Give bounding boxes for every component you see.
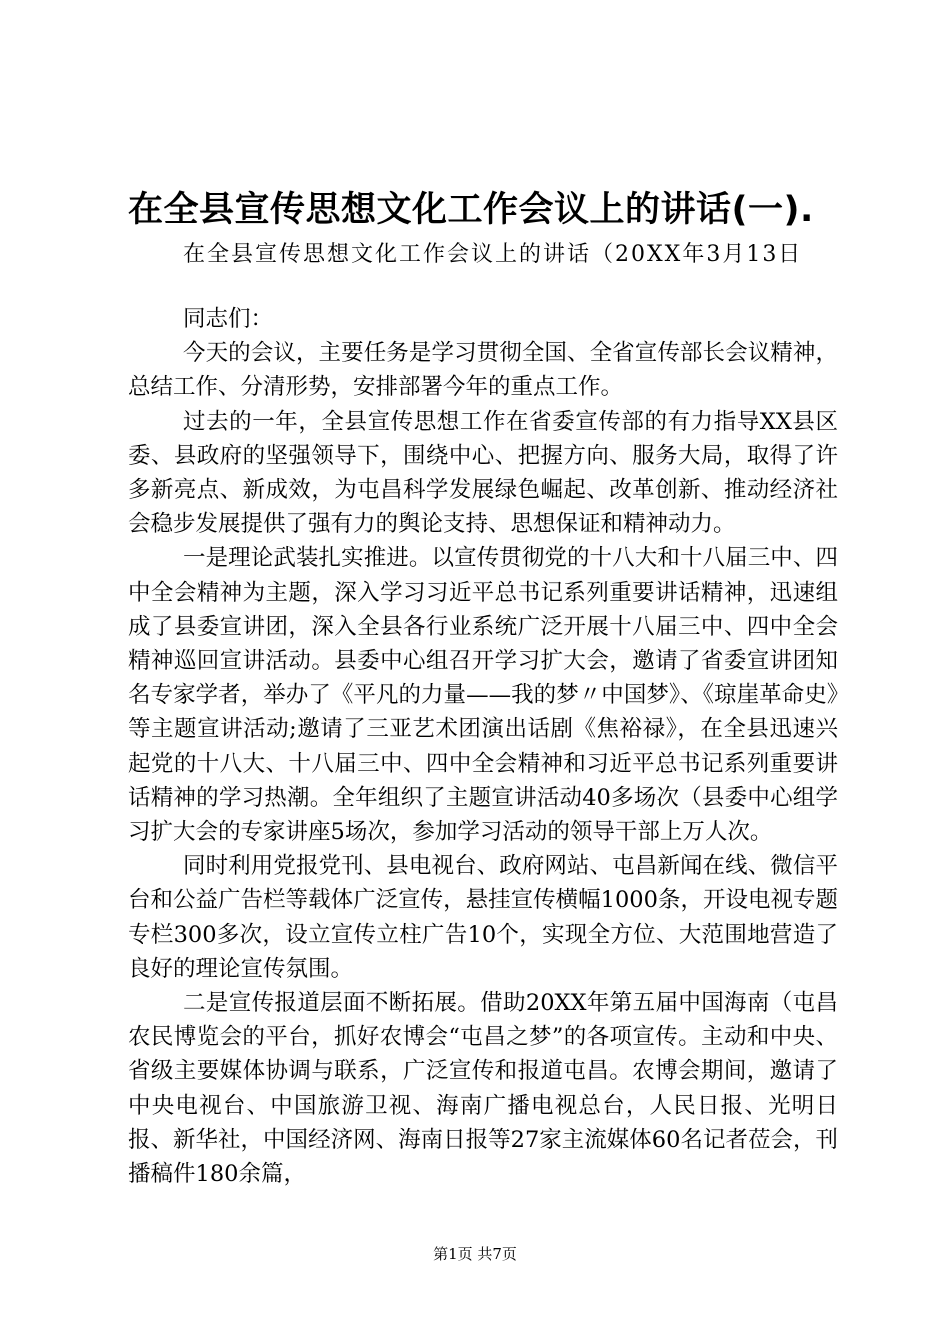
page-footer: 第1页 共7页 xyxy=(433,1245,517,1263)
greeting: 同志们： xyxy=(183,306,274,332)
paragraph-media: 同时利用党报党刊、县电视台、政府网站、屯昌新闻在线、微信平台和公益广告栏等载体广泛宣传，悬挂宣传横幅1000条，开设电视专题专栏300多次，设立宣传立柱广告10个，实现全方位、大范围地营造了良好的理论宣传氛围。 xyxy=(128,853,838,982)
paragraph-reporting: 二是宣传报道层面不断拓展。借助20XX年第五届中国海南（屯昌农民博览会的平台，抓好农博会“屯昌之梦”的各项宣传。主动和中央、省级主要媒体协调与联系，广泛宣传和报道屯昌。农博会期间，邀请了中央电视台、中国旅游卫视、海南广播电视总台，人民日报、光明日报、新华社，中国经济网、海南日报等27家主流媒体60名记者莅会，刊播稿件180余篇， xyxy=(128,990,838,1188)
paragraph-review: 过去的一年，全县宣传思想工作在省委宣传部的有力指导XX县区委、县政府的坚强领导下，围绕中心、把握方向、服务大局，取得了许多新亮点、新成效，为屯昌科学发展绿色崛起、改革创新、推动经济社会稳步发展提供了强有力的舆论支持、思想保证和精神动力。 xyxy=(128,408,838,538)
paragraph-theory: 一是理论武装扎实推进。以宣传贯彻党的十八大和十八届三中、四中全会精神为主题，深入学习习近平总书记系列重要讲话精神，迅速组成了县委宣讲团，深入全县各行业系统广泛开展十八届三中、四中全会精神巡回宣讲活动。县委中心组召开学习扩大会，邀请了省委宣讲团知名专家学者，举办了《平凡的力量——我的梦〃中国梦》、《琼崖革命史》等主题宣讲活动;邀请了三亚艺术团演出话剧《焦裕禄》，在全县迅速兴起党的十八大、十八届三中、四中全会精神和习近平总书记系列重要讲话精神的学习热潮。全年组织了主题宣讲活动40多场次（县委中心组学习扩大会的专家讲座5场次，参加学习活动的领导干部上万人次。 xyxy=(128,545,838,846)
document-subtitle: 在全县宣传思想文化工作会议上的讲话（20XX年3月13日 xyxy=(183,242,803,267)
document-body xyxy=(128,302,838,1191)
document-title: 在全县宣传思想文化工作会议上的讲话(一). xyxy=(128,190,814,230)
paragraph-intro: 今天的会议，主要任务是学习贯彻全国、全省宣传部长会议精神，总结工作、分清形势，安排部署今年的重点工作。 xyxy=(128,340,838,401)
